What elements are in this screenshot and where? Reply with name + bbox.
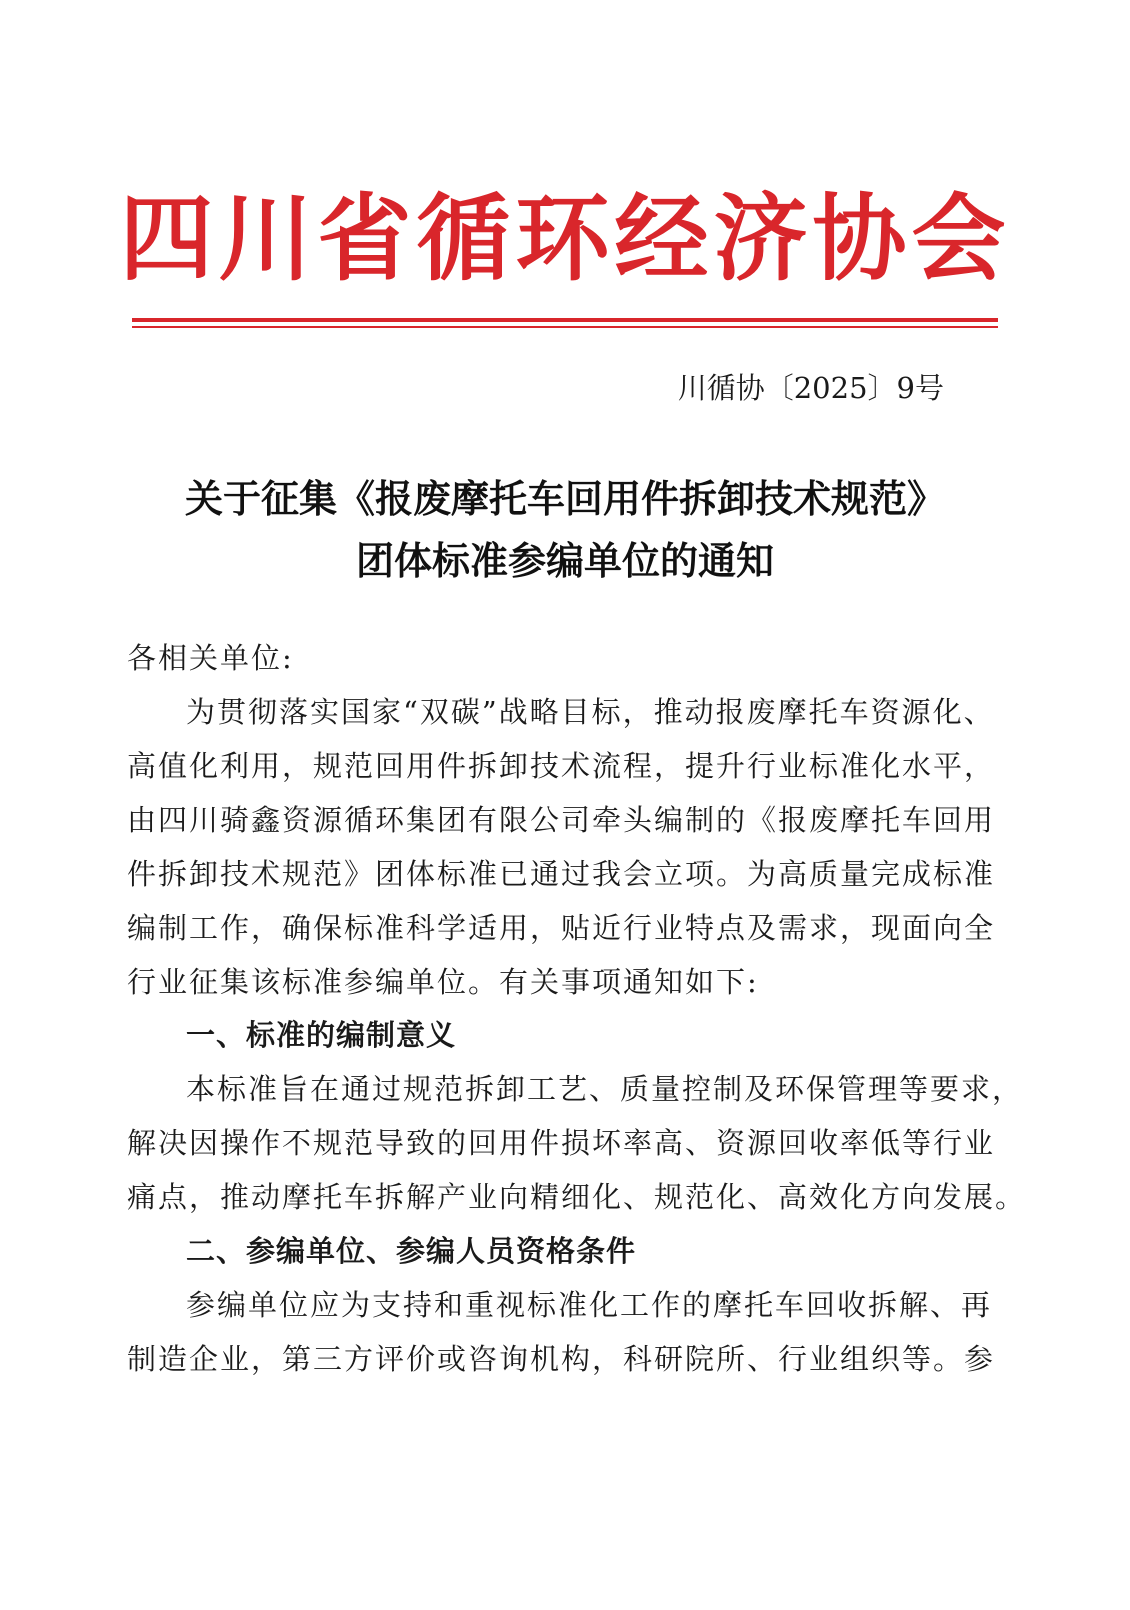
document-title-line-1: 关于征集《报废摩托车回用件拆卸技术规范》 (184, 477, 945, 521)
section-1-line: 解决因操作不规范导致的回用件损坏率高、资源回收率低等行业 (127, 1126, 996, 1160)
document-title-line-2: 团体标准参编单位的通知 (355, 539, 774, 583)
section-1-line: 痛点，推动摩托车拆解产业向精细化、规范化、高效化方向发展。 (127, 1180, 1027, 1214)
intro-paragraph-line: 为贯彻落实国家“双碳”战略目标，推动报废摩托车资源化、 (186, 695, 995, 729)
masthead-divider-thin (132, 326, 998, 328)
section-2-line: 参编单位应为支持和重视标准化工作的摩托车回收拆解、再 (186, 1288, 993, 1322)
section-1-line: 本标准旨在通过规范拆卸工艺、质量控制及环保管理等要求， (186, 1072, 1024, 1106)
intro-paragraph-line: 由四川骑鑫资源循环集团有限公司牵头编制的《报废摩托车回用 (127, 803, 996, 837)
masthead-title: 四川省循环经济协会 (119, 185, 1011, 294)
intro-paragraph-line: 编制工作，确保标准科学适用，贴近行业特点及需求，现面向全 (127, 911, 996, 945)
intro-paragraph-line: 件拆卸技术规范》团体标准已通过我会立项。为高质量完成标准 (127, 857, 996, 891)
section-2-line: 制造企业，第三方评价或咨询机构，科研院所、行业组织等。参 (127, 1342, 996, 1376)
section-heading-significance: 一、标准的编制意义 (186, 1018, 457, 1052)
document-number: 川循协〔2025〕9号 (677, 371, 944, 405)
masthead-divider-thick (132, 318, 998, 322)
intro-paragraph-line: 行业征集该标准参编单位。有关事项通知如下: (127, 965, 759, 999)
salutation: 各相关单位: (127, 641, 294, 675)
intro-paragraph-line: 高值化利用，规范回用件拆卸技术流程，提升行业标准化水平， (127, 749, 996, 783)
section-heading-qualifications: 二、参编单位、参编人员资格条件 (186, 1234, 637, 1268)
